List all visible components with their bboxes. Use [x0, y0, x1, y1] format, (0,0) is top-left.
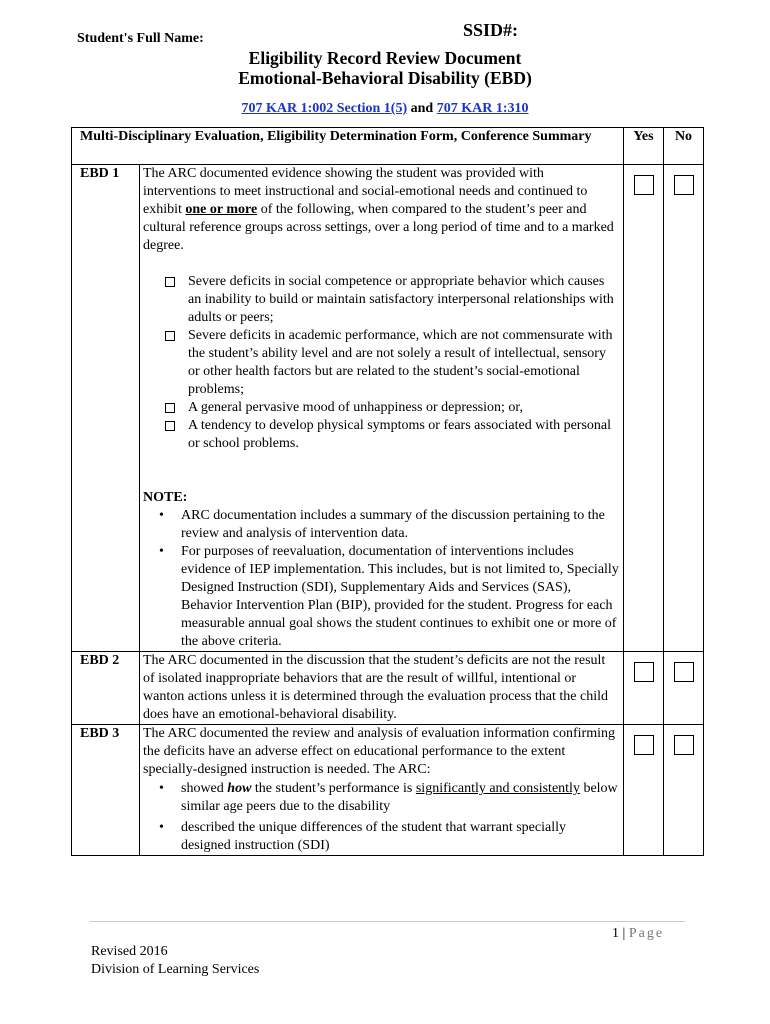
- ebd2-yes-cell: [624, 652, 664, 725]
- ebd1-code: EBD 1: [72, 165, 140, 652]
- statute-link-2[interactable]: 707 KAR 1:310: [436, 101, 529, 116]
- statute-link-1[interactable]: 707 KAR 1:002 Section 1(5): [241, 101, 408, 116]
- ebd1-intro: The ARC documented evidence showing the student was provided with interventions to meet instructional and social-emotional needs and continued to exhibit one or more of the following, when compared to the student’s peer and cultural reference groups across settings, over a long period of time and to a marked degree.: [143, 166, 614, 253]
- ebd1-body: [140, 165, 624, 652]
- ssid-label: SSID#:: [463, 20, 519, 40]
- footer-divider: [90, 921, 685, 922]
- note-item: • For purposes of reevaluation, documentation of interventions includes evidence of IEP implementation. This includes, but is not limited to, Specially Designed Instruction (SDI), Supplementary Aids and Services (SAS), Behavior Intervention Plan (BIP), provided for the student. Progress for each measurable annual goal shows the student continues to exhibit one or more of the above criteria.: [143, 543, 619, 651]
- ebd3-text: The ARC documented the review and analysis of evaluation information confirming the deficits have an adverse effect on educational performance to the extent specially-designed instruction is needed. The ARC:: [143, 726, 615, 777]
- option-item: A general pervasive mood of unhappiness or depression; or,: [143, 399, 619, 417]
- ebd1-no-cell: [664, 165, 704, 652]
- ebd2-body: The ARC documented in the discussion that the student’s deficits are not the result of isolated inappropriate behaviors that are the result of willful, intentional or wanton actions unless it is determined through the evaluation process that the child does have an emotional-behavioral disability.: [140, 652, 624, 725]
- ebd3-yes-cell: [624, 725, 664, 856]
- division-name: Division of Learning Services: [91, 962, 260, 977]
- option-item: Severe deficits in social competence or appropriate behavior which causes an inability to build or maintain satisfactory interpersonal relationships with adults or peers;: [143, 273, 619, 327]
- option-checkbox[interactable]: [165, 403, 175, 413]
- ebd2-yes-checkbox[interactable]: [634, 662, 654, 682]
- ebd2-no-cell: [664, 652, 704, 725]
- ebd3-row: [72, 725, 704, 856]
- note-item: • ARC documentation includes a summary of the discussion pertaining to the review and analysis of intervention data.: [143, 507, 619, 543]
- ebd3-no-checkbox[interactable]: [674, 735, 694, 755]
- no-column-header: No: [664, 128, 704, 165]
- document-subtitle: Emotional-Behavioral Disability (EBD): [238, 68, 532, 88]
- note-list: [143, 507, 619, 651]
- page-number: 1 | Page: [612, 926, 665, 941]
- ebd1-row: [72, 165, 704, 652]
- eligibility-table: [71, 127, 704, 856]
- ebd2-row: [72, 652, 704, 725]
- ebd1-options: [143, 273, 619, 453]
- option-item: A tendency to develop physical symptoms or fears associated with personal or school problems.: [143, 417, 619, 453]
- yes-column-header: Yes: [624, 128, 664, 165]
- ebd3-no-cell: [664, 725, 704, 856]
- ebd3-code: EBD 3: [72, 725, 140, 856]
- statute-references: [0, 101, 770, 117]
- ebd2-code: EBD 2: [72, 652, 140, 725]
- ebd3-item: • showed how the student’s performance is significantly and consistently below similar age peers due to the disability: [143, 780, 619, 816]
- ebd1-no-checkbox[interactable]: [674, 175, 694, 195]
- ebd1-yes-cell: [624, 165, 664, 652]
- student-name-label: Student's Full Name:: [77, 31, 204, 46]
- table-header-row: [72, 128, 704, 165]
- table-heading: Multi-Disciplinary Evaluation, Eligibility Determination Form, Conference Summary: [72, 128, 624, 165]
- statute-and: and: [410, 101, 434, 116]
- option-item: Severe deficits in academic performance, which are not commensurate with the student’s ability level and are not solely a result of intellectual, sensory or other health factors but are related to the student’s social-emotional problems;: [143, 327, 619, 399]
- note-label: NOTE:: [143, 490, 188, 505]
- ebd3-list: [143, 780, 619, 855]
- ebd3-yes-checkbox[interactable]: [634, 735, 654, 755]
- ebd2-no-checkbox[interactable]: [674, 662, 694, 682]
- option-checkbox[interactable]: [165, 331, 175, 341]
- footer-info: [91, 943, 259, 979]
- option-checkbox[interactable]: [165, 277, 175, 287]
- revised-date: Revised 2016: [91, 944, 168, 959]
- document-title: Eligibility Record Review Document: [248, 48, 522, 68]
- ebd1-yes-checkbox[interactable]: [634, 175, 654, 195]
- option-checkbox[interactable]: [165, 421, 175, 431]
- ebd3-body: [140, 725, 624, 856]
- one-or-more-emphasis: one or more: [185, 202, 258, 217]
- ebd3-item: • described the unique differences of the student that warrant specially designed instruction (SDI): [143, 819, 619, 855]
